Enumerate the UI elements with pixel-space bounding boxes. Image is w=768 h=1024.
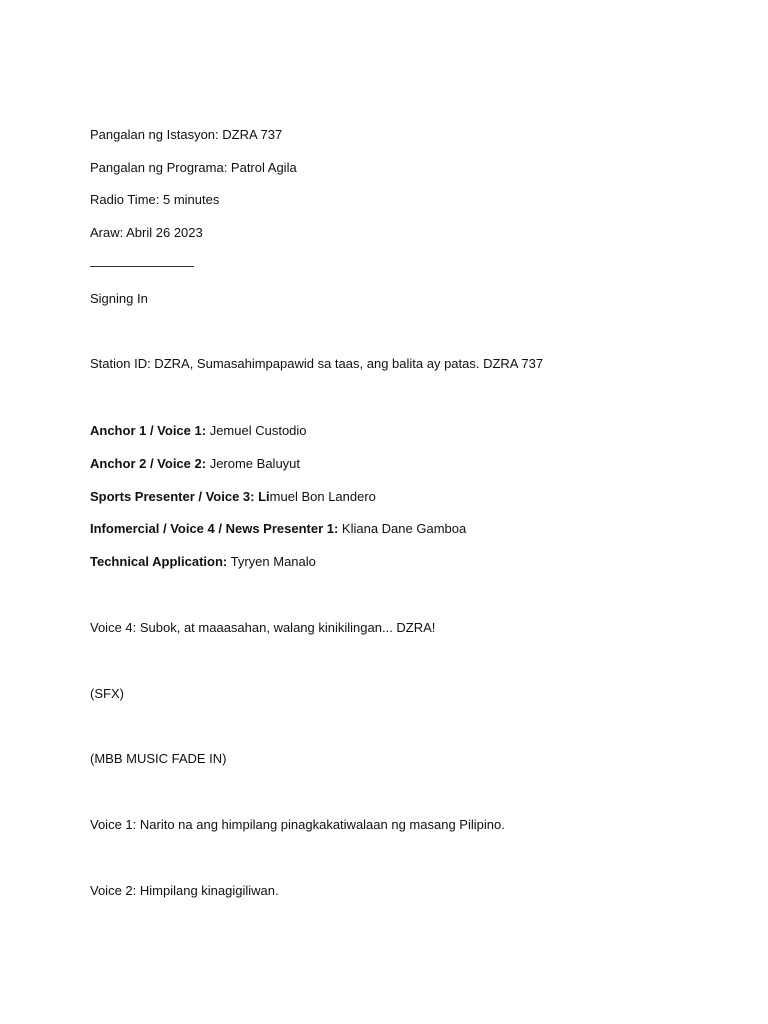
cast-name: muel Bon Landero: [269, 489, 376, 504]
cast-role: Infomercial / Voice 4 / News Presenter 1:: [90, 521, 339, 536]
cast-line: [90, 489, 376, 505]
cast-name: Tyryen Manalo: [227, 554, 316, 569]
station-name-line: Pangalan ng Istasyon: DZRA 737: [90, 127, 283, 142]
sfx-cue: (SFX): [90, 686, 124, 701]
cast-role: Anchor 2 / Voice 2:: [90, 456, 207, 471]
cast-name: Jemuel Custodio: [206, 423, 307, 438]
cast-line: [90, 423, 307, 439]
cast-role: Anchor 1 / Voice 1:: [90, 423, 207, 438]
cast-line: [90, 554, 316, 570]
voice2-line: Voice 2: Himpilang kinagigiliwan.: [90, 883, 279, 898]
radio-time-line: Radio Time: 5 minutes: [90, 192, 220, 207]
cast-name: Jerome Baluyut: [206, 456, 301, 471]
divider-line: ————————: [90, 258, 194, 273]
cast-role: Sports Presenter / Voice 3: Li: [90, 489, 270, 504]
cast-line: [90, 521, 466, 537]
station-id-line: Station ID: DZRA, Sumasahimpapawid sa taas, ang balita ay patas. DZRA 737: [90, 356, 544, 371]
music-cue: (MBB MUSIC FADE IN): [90, 751, 227, 766]
cast-line: [90, 456, 300, 472]
voice1-line: Voice 1: Narito na ang himpilang pinagkakatiwalaan ng masang Pilipino.: [90, 817, 505, 832]
date-line: Araw: Abril 26 2023: [90, 225, 203, 240]
voice4-line: Voice 4: Subok, at maaasahan, walang kinikilingan... DZRA!: [90, 620, 436, 635]
cast-name: Kliana Dane Gamboa: [338, 521, 467, 536]
cast-role: Technical Application:: [90, 554, 228, 569]
signing-in-heading: Signing In: [90, 291, 148, 306]
program-name-line: Pangalan ng Programa: Patrol Agila: [90, 160, 297, 175]
